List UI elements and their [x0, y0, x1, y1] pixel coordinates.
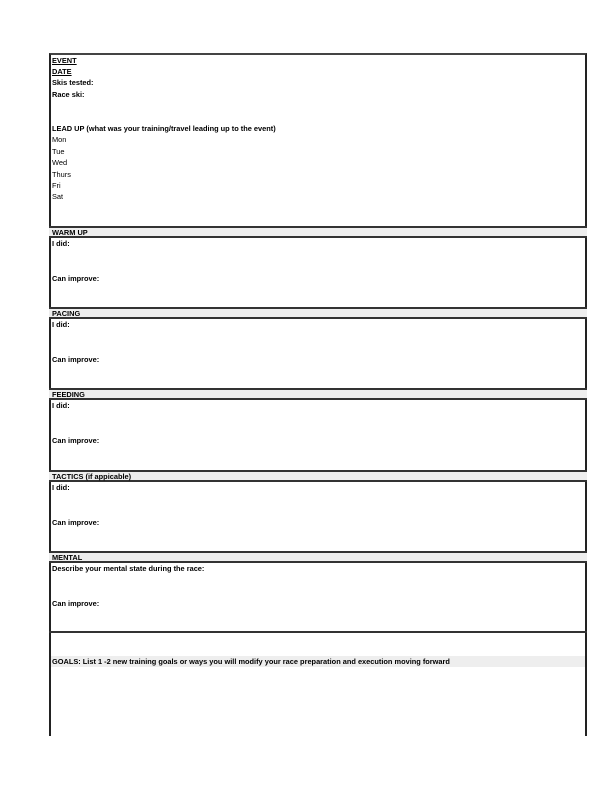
- section-header-warm-up: [49, 226, 587, 238]
- section-header-pacing: [49, 307, 587, 319]
- section-title: MENTAL: [52, 553, 83, 562]
- day-wed: Wed: [52, 158, 68, 167]
- mental-improve-label: Can improve:: [52, 599, 100, 608]
- tactics-did-label: I did:: [52, 483, 70, 492]
- section-header-mental: [49, 551, 587, 563]
- feeding-improve-label: Can improve:: [52, 436, 100, 445]
- section-title: WARM UP: [52, 228, 88, 237]
- section-divider: [49, 631, 587, 633]
- day-thurs: Thurs: [52, 170, 71, 179]
- day-mon: Mon: [52, 135, 67, 144]
- event-label: EVENT: [52, 56, 77, 65]
- pacing-improve-label: Can improve:: [52, 355, 100, 364]
- date-label: DATE: [52, 67, 72, 76]
- tactics-improve-label: Can improve:: [52, 518, 100, 527]
- day-sat: Sat: [52, 192, 64, 201]
- race-ski-label: Race ski:: [52, 90, 85, 99]
- goals-label: GOALS: List 1 -2 new training goals or ways you will modify your race preparation and execution moving forward: [52, 657, 450, 666]
- skis-tested-label: Skis tested:: [52, 78, 94, 87]
- section-header-feeding: [49, 388, 587, 400]
- feeding-did-label: I did:: [52, 401, 70, 410]
- day-tue: Tue: [52, 147, 65, 156]
- section-header-tactics: [49, 470, 587, 482]
- section-title: TACTICS (if appicable): [52, 472, 132, 481]
- warm-up-improve-label: Can improve:: [52, 274, 100, 283]
- section-title: PACING: [52, 309, 81, 318]
- warm-up-did-label: I did:: [52, 239, 70, 248]
- pacing-did-label: I did:: [52, 320, 70, 329]
- day-fri: Fri: [52, 181, 61, 190]
- lead-up-heading: LEAD UP (what was your training/travel leading up to the event): [52, 124, 276, 133]
- section-title: FEEDING: [52, 390, 85, 399]
- mental-describe-label: Describe your mental state during the race:: [52, 564, 205, 573]
